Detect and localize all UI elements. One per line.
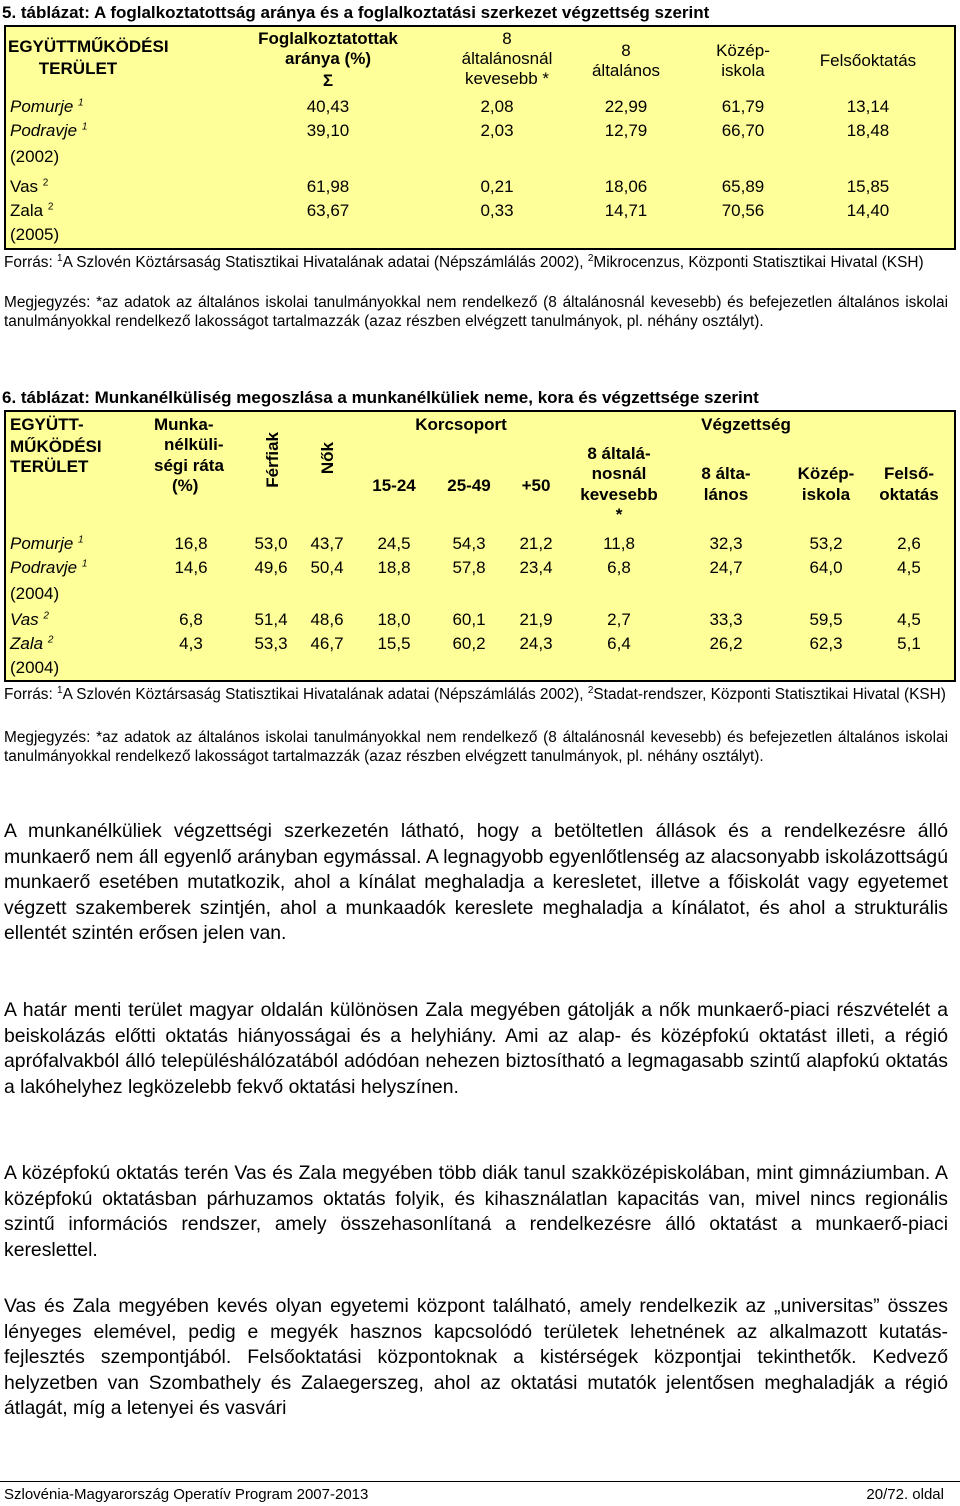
footer-program: Szlovénia-Magyarország Operatív Program 2007-2013 [4, 1486, 369, 1503]
t6-cell: 24,3 [519, 634, 553, 653]
t6-cell: 59,5 [809, 610, 843, 629]
t6-cell: 50,4 [310, 558, 344, 577]
t6-cell: 6,8 [607, 558, 631, 577]
t5-cell: 61,79 [721, 97, 765, 116]
t6-cell: 2,6 [897, 534, 921, 553]
t6-year-2004a: (2004) [10, 584, 60, 603]
t6-cell: 6,8 [179, 610, 203, 629]
t6-header-area-1: EGYÜTT- [10, 415, 84, 434]
t5-cell: 61,98 [306, 177, 350, 196]
t6-cell: 15,5 [377, 634, 411, 653]
t6-header-secondary-1: Közép- [797, 464, 855, 483]
t5-year-2005: (2005) [10, 225, 60, 244]
t6-cell: 5,1 [897, 634, 921, 653]
t6-cell: 60,1 [452, 610, 486, 629]
t5-header-below8-2: általánosnál [461, 49, 553, 68]
t6-cell: 14,6 [174, 558, 208, 577]
t5-cell: 65,89 [721, 177, 765, 196]
t6-region-pomurje: Pomurje $^1$ [10, 534, 84, 553]
t5-header-higher: Felsőoktatás [819, 51, 917, 70]
t5-cell: 66,70 [721, 121, 765, 140]
t6-header-age-group: Korcsoport [415, 415, 507, 434]
t6-cell: 57,8 [452, 558, 486, 577]
t6-cell: 60,2 [452, 634, 486, 653]
t5-cell: 13,14 [846, 97, 890, 116]
t6-header-below8-1: 8 általá- [587, 444, 651, 463]
t6-header-age-3: +50 [521, 476, 551, 495]
paragraph-3: A középfokú oktatás terén Vas és Zala megyében több diák tanul szakközépiskolában, mint gimnáziumban. A középfokú oktatásban párhuzamos oktatás folyik, és kihasználatlan kapacitás van, mivel nincs regionális szintű információs rendszer, amely összehasonlítaná a rendelkezésre álló oktatást a munkaerő-piaci kereslettel. [4, 1162, 948, 1261]
t6-region-podravje: Podravje $^1$ [10, 558, 88, 577]
t6-cell: 21,2 [519, 534, 553, 553]
t6-cell: 24,5 [377, 534, 411, 553]
t5-year-2002: (2002) [10, 147, 60, 166]
t6-region-vas: Vas $^2$ [10, 610, 49, 629]
t5-header-below8-3: kevesebb * [464, 69, 550, 88]
t6-header-rate-2: nélküli- [164, 435, 224, 454]
t5-cell: 2,03 [480, 121, 514, 140]
t5-cell: 18,06 [604, 177, 648, 196]
t6-header-women: Nők [318, 442, 337, 475]
t5-region-zala: Zala $^2$ [10, 201, 54, 220]
t5-cell: 14,40 [846, 201, 890, 220]
t5-cell: 70,56 [721, 201, 765, 220]
t5-header-employed-2: aránya (%) [285, 49, 371, 68]
t6-cell: 21,9 [519, 610, 553, 629]
t6-header-below8-3: kevesebb [580, 485, 658, 504]
t6-cell: 2,7 [607, 610, 631, 629]
t5-header-secondary-1: Közép- [716, 41, 770, 60]
t5-cell: 63,67 [306, 201, 350, 220]
t5-cell: 14,71 [604, 201, 648, 220]
t5-header-area-2: TERÜLET [38, 59, 118, 78]
t5-header-primary-1: 8 [621, 41, 631, 60]
t6-header-secondary-2: iskola [801, 485, 851, 504]
t5-cell: 0,33 [480, 201, 514, 220]
t6-header-below8-2: nosnál [591, 464, 647, 483]
t6-cell: 6,4 [607, 634, 631, 653]
t5-source: Forrás: $^1$A Szlovén Köztársaság Statisztikai Hivatalának adatai (Népszámlálás 2002), $^2$Mikrocenzus, Központi Statisztikai Hivatal (KSH) [4, 252, 924, 271]
t6-cell: 18,8 [377, 558, 411, 577]
t6-cell: 64,0 [809, 558, 843, 577]
t6-header-rate-4: (%) [172, 476, 199, 495]
t5-header-below8-1: 8 [502, 29, 512, 48]
t5-cell: 39,10 [306, 121, 350, 140]
t5-cell: 18,48 [846, 121, 890, 140]
t6-header-higher-2: oktatás [879, 485, 939, 504]
t6-cell: 33,3 [709, 610, 743, 629]
t5-region-podravje: Podravje $^1$ [10, 121, 88, 140]
t6-cell: 43,7 [310, 534, 344, 553]
t6-region-zala: Zala $^2$ [10, 634, 54, 653]
t6-cell: 11,8 [603, 534, 635, 553]
t6-header-below8-4: * [615, 505, 623, 524]
t5-header-secondary-2: iskola [721, 61, 765, 80]
t6-source: Forrás: $^1$A Szlovén Köztársaság Statisztikai Hivatalának adatai (Népszámlálás 2002), $^2$Stadat-rendszer, Központi Statisztikai Hivatal (KSH) [4, 684, 946, 703]
t6-cell: 4,3 [179, 634, 203, 653]
t6-cell: 53,3 [254, 634, 288, 653]
t6-header-primary-2: lános [703, 485, 749, 504]
t6-cell: 16,8 [174, 534, 208, 553]
t6-header-rate-3: ségi ráta [154, 456, 224, 475]
table5-title: 5. táblázat: A foglalkoztatottság aránya és a foglalkoztatási szerkezet végzettség szerint [2, 3, 710, 22]
t6-cell: 53,2 [809, 534, 843, 553]
footer-page-number: 20/72. oldal [866, 1486, 944, 1503]
t6-header-men: Férfiak [263, 432, 282, 488]
t6-cell: 53,0 [254, 534, 288, 553]
table5-box [4, 25, 956, 250]
paragraph-1: A munkanélküliek végzettségi szerkezetén látható, hogy a betöltetlen állások és a rendelkezésre álló munkaerő nem áll egyenlő arányban egymással. A legnagyobb egyenlőtlenség az alacsonyabb iskolázottságú munkaerő esetében mutatkozik, ahol a kínálat meghaladja a keresletet, illetve a főiskolát vagy egyetemet végzett szakemberek szintjén, ahol a munkaadók kereslete meghaladja a kínálatot, és ahol a strukturális ellentét szintén erősen jelen van. [4, 820, 948, 945]
t6-header-area-2: MŰKÖDÉSI [10, 437, 102, 456]
t5-region-pomurje: Pomurje $^1$ [10, 97, 84, 116]
t5-cell: 40,43 [306, 97, 350, 116]
t5-cell: 2,08 [480, 97, 514, 116]
table6-title: 6. táblázat: Munkanélküliség megoszlása a munkanélküliek neme, kora és végzettsége szerint [2, 388, 759, 407]
t6-cell: 49,6 [254, 558, 288, 577]
t6-header-education: Végzettség [701, 415, 791, 434]
t6-header-area-3: TERÜLET [10, 457, 89, 476]
t6-cell: 62,3 [809, 634, 843, 653]
t5-note: Megjegyzés: *az adatok az általános iskolai tanulmányokkal nem rendelkező (8 általánosnál kevesebb) és befejezetlen általános iskolai tanulmányokkal rendelkező lakosságot tartalmazzák (azaz részben elvégzett tanulmányok, pl. néhány osztályt). [4, 294, 948, 330]
t6-year-2004b: (2004) [10, 658, 60, 677]
t5-cell: 22,99 [604, 97, 648, 116]
t6-header-higher-1: Felső- [883, 464, 935, 483]
t5-region-vas: Vas $^2$ [10, 177, 49, 196]
t5-cell: 0,21 [480, 177, 514, 196]
table6-box [4, 410, 956, 682]
t6-note: Megjegyzés: *az adatok az általános iskolai tanulmányokkal nem rendelkező (8 általánosnál kevesebb) és befejezetlen általános iskolai tanulmányokkal rendelkező lakosságot tartalmazzák (azaz részben elvégzett tanulmányok, pl. néhány osztályt). [4, 729, 948, 765]
footer-rule [0, 1481, 960, 1482]
t5-header-primary-2: általános [591, 61, 661, 80]
t6-header-rate-1: Munka- [154, 415, 214, 434]
t6-cell: 54,3 [452, 534, 486, 553]
t5-cell: 12,79 [604, 121, 648, 140]
t5-cell: 15,85 [846, 177, 890, 196]
t6-cell: 4,5 [897, 558, 921, 577]
t6-cell: 24,7 [709, 558, 743, 577]
t6-cell: 23,4 [519, 558, 553, 577]
t5-header-area-1: EGYÜTTMŰKÖDÉSI [8, 37, 169, 56]
t6-cell: 51,4 [254, 610, 288, 629]
t6-cell: 46,7 [310, 634, 344, 653]
t6-cell: 32,3 [709, 534, 743, 553]
paragraph-4: Vas és Zala megyében kevés olyan egyetemi központ található, amely rendelkezik az „universitas” összes lényeges elemével, pedig e megyék hasznos kapcsolódó területek lehetnének az alkalmazott kutatás-fejlesztés szempontjából. Felsőoktatási központoknak a kistérségek központjai tekinthetők. Kedvező helyzetben van Szombathely és Zalaegerszeg, ahol az oktatási mutatók jelentősen meghaladják a régió átlagát, míg a letenyei és vasvári [4, 1295, 948, 1420]
t6-header-age-1: 15-24 [372, 476, 416, 495]
t6-header-age-2: 25-49 [447, 476, 491, 495]
t6-cell: 48,6 [310, 610, 344, 629]
t6-cell: 26,2 [709, 634, 743, 653]
paragraph-2: A határ menti terület magyar oldalán különösen Zala megyében gátolják a nők munkaerő-piaci részvételét a beiskolázás előtti oktatás hiányosságai és a helyhiány. Ami az alap- és középfokú oktatást illeti, a régió aprófalvakból álló településhálózatából adódóan nehezen biztosítható a legmagasabb szintű alapfokú oktatás a lakóhelyhez legközelebb fekvő oktatási helyszínen. [4, 999, 948, 1098]
t6-cell: 18,0 [377, 610, 411, 629]
t5-header-employed-1: Foglalkoztatottak [258, 29, 398, 48]
t6-header-primary-1: 8 álta- [701, 464, 751, 483]
t6-cell: 4,5 [897, 610, 921, 629]
t5-header-employed-3: Σ [322, 71, 334, 90]
